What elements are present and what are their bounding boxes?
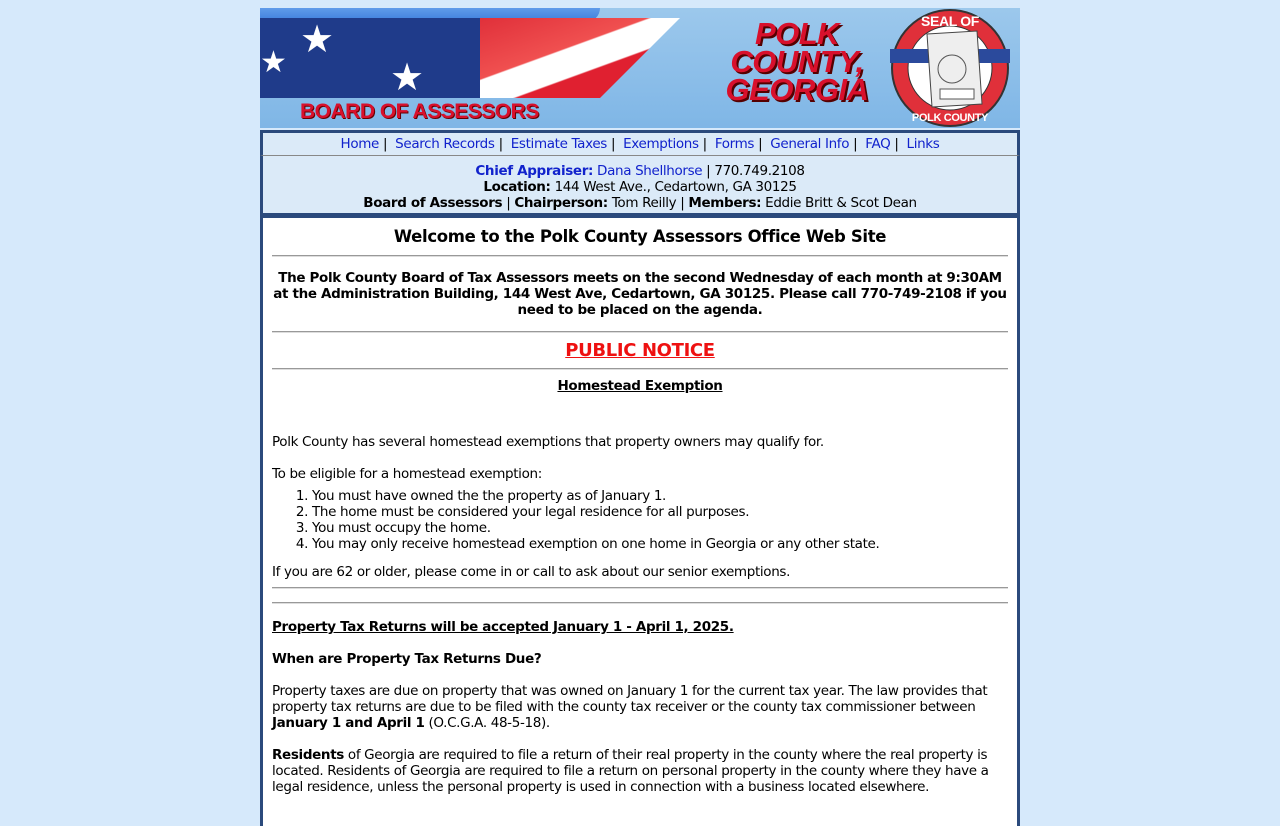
nav-home[interactable]: Home xyxy=(340,136,379,152)
nav-separator: | xyxy=(610,136,616,152)
divider xyxy=(272,368,1008,370)
homestead-exemption-heading: Homestead Exemption xyxy=(557,378,723,394)
list-item: 3. You must occupy the home. xyxy=(312,520,1008,536)
main-nav xyxy=(260,130,1020,156)
residents-paragraph xyxy=(272,747,1008,795)
due-citation: (O.C.G.A. 48-5-18). xyxy=(424,715,550,731)
main-content xyxy=(260,215,1020,826)
senior-exemption-note: If you are 62 or older, please come in or call to ask about our senior exemptions. xyxy=(272,564,791,580)
nav-exemptions[interactable]: Exemptions xyxy=(623,136,699,152)
residents-label: Residents xyxy=(272,747,344,763)
separator: | xyxy=(506,195,511,211)
members-label: Members: xyxy=(688,195,762,211)
county-title xyxy=(712,16,882,107)
svg-text:POLK COUNTY: POLK COUNTY xyxy=(911,112,989,124)
nav-estimate-taxes[interactable]: Estimate Taxes xyxy=(510,136,607,152)
nav-general-info[interactable]: General Info xyxy=(770,136,850,152)
page-container xyxy=(260,8,1020,826)
location-address: 144 West Ave., Cedartown, GA 30125 xyxy=(554,179,797,195)
county-seal-icon xyxy=(882,9,1018,127)
chief-appraiser-name: Dana Shellhorse xyxy=(597,163,703,179)
separator: | xyxy=(680,195,685,211)
eligibility-list xyxy=(272,488,1008,552)
residents-text: of Georgia are required to file a return of their real property in the county where the real property is located. Residents of Georgia are required to file a return on personal property in the county where they have a legal residence, unless the personal property is used in connection with a business located elsewhere. xyxy=(272,747,989,795)
due-paragraph xyxy=(272,683,1008,731)
separator: | xyxy=(706,163,711,179)
nav-faq[interactable]: FAQ xyxy=(865,136,891,152)
board-of-assessors-logo-text: BOARD OF ASSESSORS xyxy=(300,100,539,123)
nav-separator: | xyxy=(758,136,763,152)
eligibility-intro: To be eligible for a homestead exemption: xyxy=(272,466,542,482)
county-line-3: GEORGIA xyxy=(725,72,869,107)
due-text: Property taxes are due on property that was owned on January 1 for the current tax year. The law provides that property tax returns are due to be filed with the county tax receiver or the county tax commissioner between xyxy=(272,683,988,715)
county-line-2: COUNTY, xyxy=(730,44,864,79)
header-banner xyxy=(260,8,1020,128)
location-label: Location: xyxy=(483,179,551,195)
divider xyxy=(272,331,1008,333)
list-item: 2. The home must be considered your legal residence for all purposes. xyxy=(312,504,1008,520)
tax-returns-heading: Property Tax Returns will be accepted January 1 - April 1, 2025. xyxy=(272,619,734,635)
nav-separator: | xyxy=(702,136,707,152)
county-line-1: POLK xyxy=(754,16,840,51)
homestead-intro: Polk County has several homestead exemptions that property owners may qualify for. xyxy=(272,434,824,450)
nav-separator: | xyxy=(853,136,858,152)
divider xyxy=(272,602,1008,604)
office-phone: 770.749.2108 xyxy=(714,163,805,179)
members-names: Eddie Britt & Scot Dean xyxy=(765,195,917,211)
nav-separator: | xyxy=(894,136,899,152)
nav-search-records[interactable]: Search Records xyxy=(395,136,495,152)
page-title: Welcome to the Polk County Assessors Office Web Site xyxy=(393,227,887,246)
nav-links[interactable]: Links xyxy=(906,136,940,152)
chairperson-name: Tom Reilly xyxy=(611,195,677,211)
nav-separator: | xyxy=(382,136,388,152)
divider xyxy=(272,587,1008,589)
list-item: 4. You may only receive homestead exemption on one home in Georgia or any other state. xyxy=(312,536,1008,552)
divider xyxy=(272,255,1008,257)
seal-text: SEAL OF xyxy=(921,13,979,29)
list-item: 1. You must have owned the the property as of January 1. xyxy=(312,488,1008,504)
office-info xyxy=(260,156,1020,216)
chairperson-label: Chairperson: xyxy=(514,195,608,211)
public-notice-heading: PUBLIC NOTICE xyxy=(565,340,715,361)
due-question: When are Property Tax Returns Due? xyxy=(272,651,542,667)
flag-image: ★ ★ ★ xyxy=(260,8,860,103)
due-dates: January 1 and April 1 xyxy=(272,715,425,731)
board-label: Board of Assessors xyxy=(363,195,503,211)
nav-separator: | xyxy=(498,136,503,152)
meeting-notice: The Polk County Board of Tax Assessors meets on the second Wednesday of each month at 9:30AM at the Administration Building, 144 West Ave, Cedartown, GA 30125. Please call 770-749-2108 if you need to be placed on the agenda. xyxy=(273,270,1007,318)
nav-forms[interactable]: Forms xyxy=(714,136,755,152)
chief-appraiser-label: Chief Appraiser: xyxy=(475,163,594,179)
